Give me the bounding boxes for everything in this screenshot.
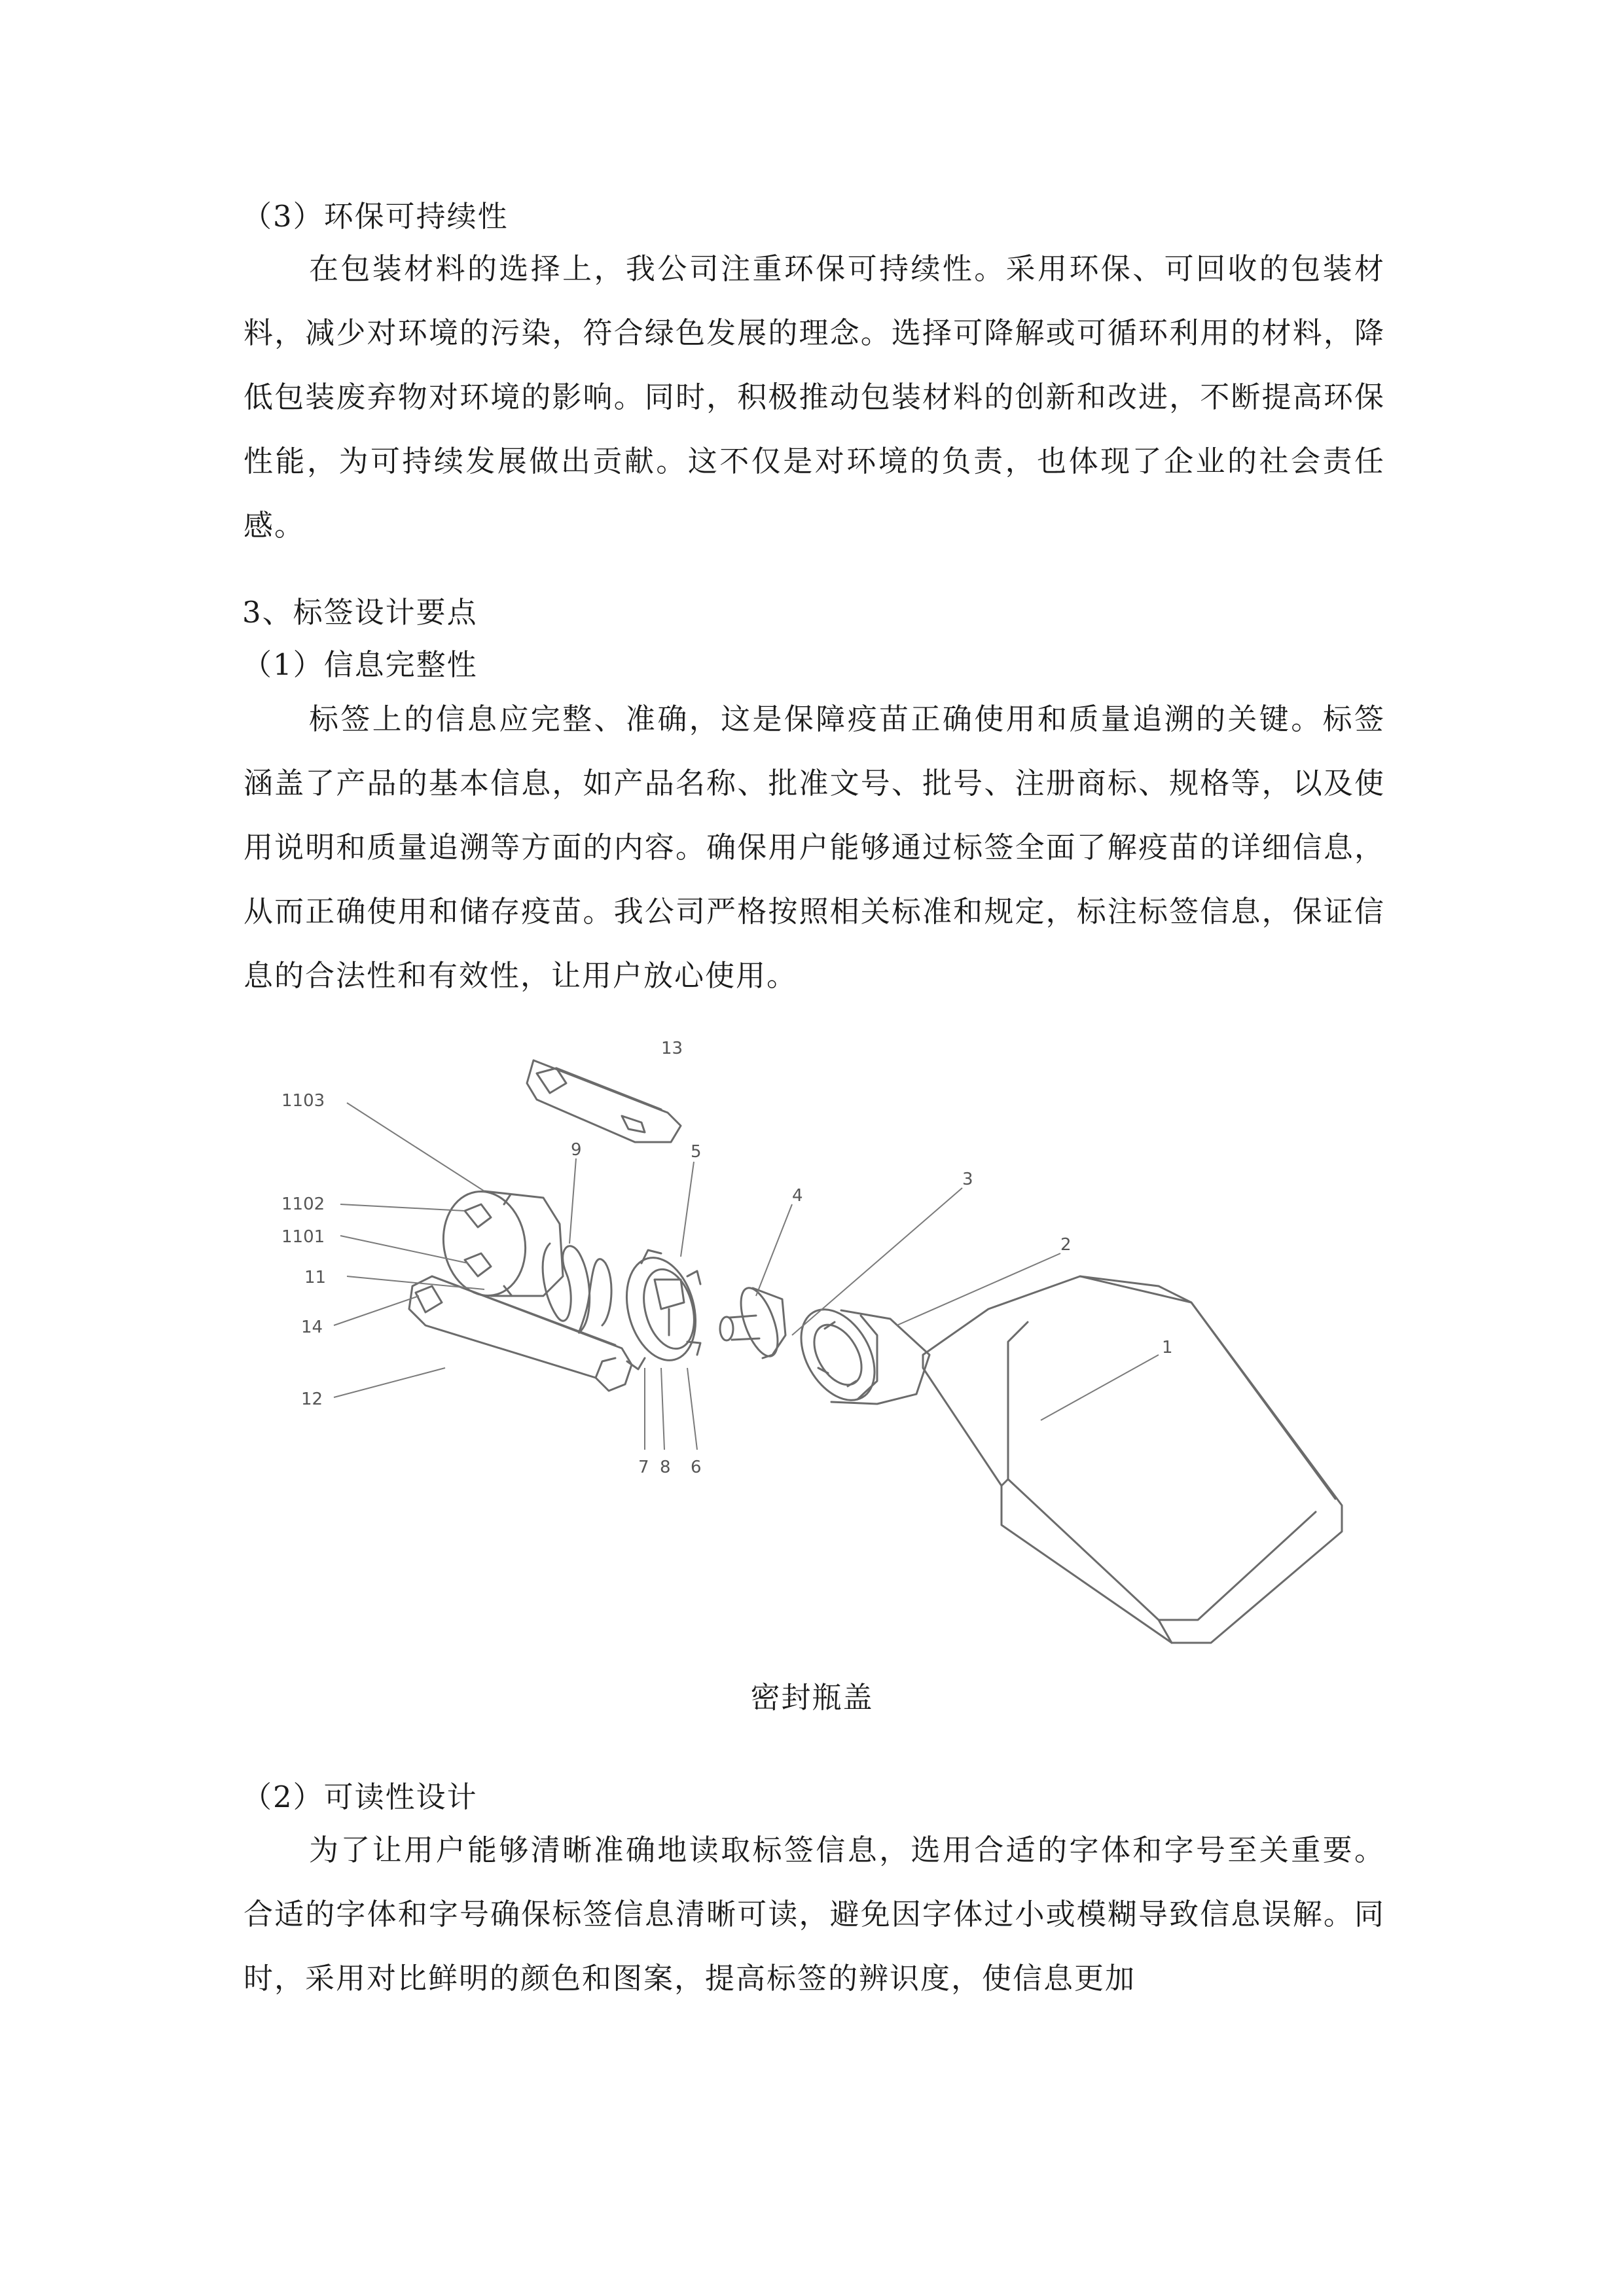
bottle-body (923, 1276, 1342, 1643)
paragraph-environmental: 在包装材料的选择上，我公司注重环保可持续性。采用环保、可回收的包装材料，减少对环境的污染，符合绿色发展的理念。选择可降解或可循环利用的材料，降低包装废弃物对环境的影响。同时，积极推动包装材料的创新和改进，不断提高环保性能，为可持续发展做出贡献。这不仅是对环境的负责，也体现了企业的社会责任感。 (244, 251, 1385, 543)
part-label-1102: 1102 (281, 1194, 325, 1214)
part-label-12: 12 (301, 1390, 323, 1409)
part-label-7: 7 (638, 1458, 649, 1477)
bottle-neck (786, 1297, 929, 1413)
part-label-13: 13 (661, 1039, 683, 1058)
push-tab (527, 1060, 681, 1142)
part-label-2: 2 (1060, 1235, 1072, 1255)
part-label-3: 3 (962, 1170, 973, 1189)
leader-lines (334, 1103, 1159, 1450)
part-label-4: 4 (792, 1186, 803, 1206)
part-label-14: 14 (301, 1318, 323, 1337)
spring (543, 1244, 611, 1333)
figure-caption: 密封瓶盖 (750, 1680, 874, 1715)
subheading-readability: （2）可读性设计 (242, 1780, 478, 1814)
seal-disc (720, 1283, 785, 1361)
part-label-1: 1 (1162, 1338, 1173, 1357)
part-label-5: 5 (691, 1142, 702, 1162)
paragraph-info-completeness: 标签上的信息应完整、准确，这是保障疫苗正确使用和质量追溯的关键。标签涵盖了产品的基本信息，如产品名称、批准文号、批号、注册商标、规格等，以及使用说明和质量追溯等方面的内容。确保用户能够通过标签全面了解疫苗的详细信息，从而正确使用和储存疫苗。我公司严格按照相关标准和规定，标注标签信息，保证信息的合法性和有效性，让用户放心使用。 (244, 702, 1385, 993)
subheading-info-completeness: （1）信息完整性 (242, 647, 478, 682)
part-label-6: 6 (691, 1458, 702, 1477)
section-heading-label-design: 3、标签设计要点 (242, 595, 478, 630)
paragraph-readability: 为了让用户能够清晰准确地读取标签信息，选用合适的字体和字号至关重要。合适的字体和字号确保标签信息清晰可读，避免因字体过小或模糊导致信息误解。同时，采用对比鲜明的颜色和图案，提高标签的辨识度，使信息更加 (244, 1833, 1385, 1996)
lever (409, 1276, 632, 1391)
part-label-8: 8 (660, 1458, 671, 1477)
part-label-1103: 1103 (281, 1091, 325, 1111)
section-heading-environmental: （3）环保可持续性 (242, 199, 509, 234)
part-label-11: 11 (304, 1268, 327, 1287)
part-label-9: 9 (571, 1140, 582, 1160)
inner-ring (616, 1250, 706, 1369)
sealed-bottle-cap-diagram (268, 1028, 1381, 1676)
part-label-1101: 1101 (281, 1227, 325, 1247)
exploded-view-drawing (268, 1028, 1381, 1676)
